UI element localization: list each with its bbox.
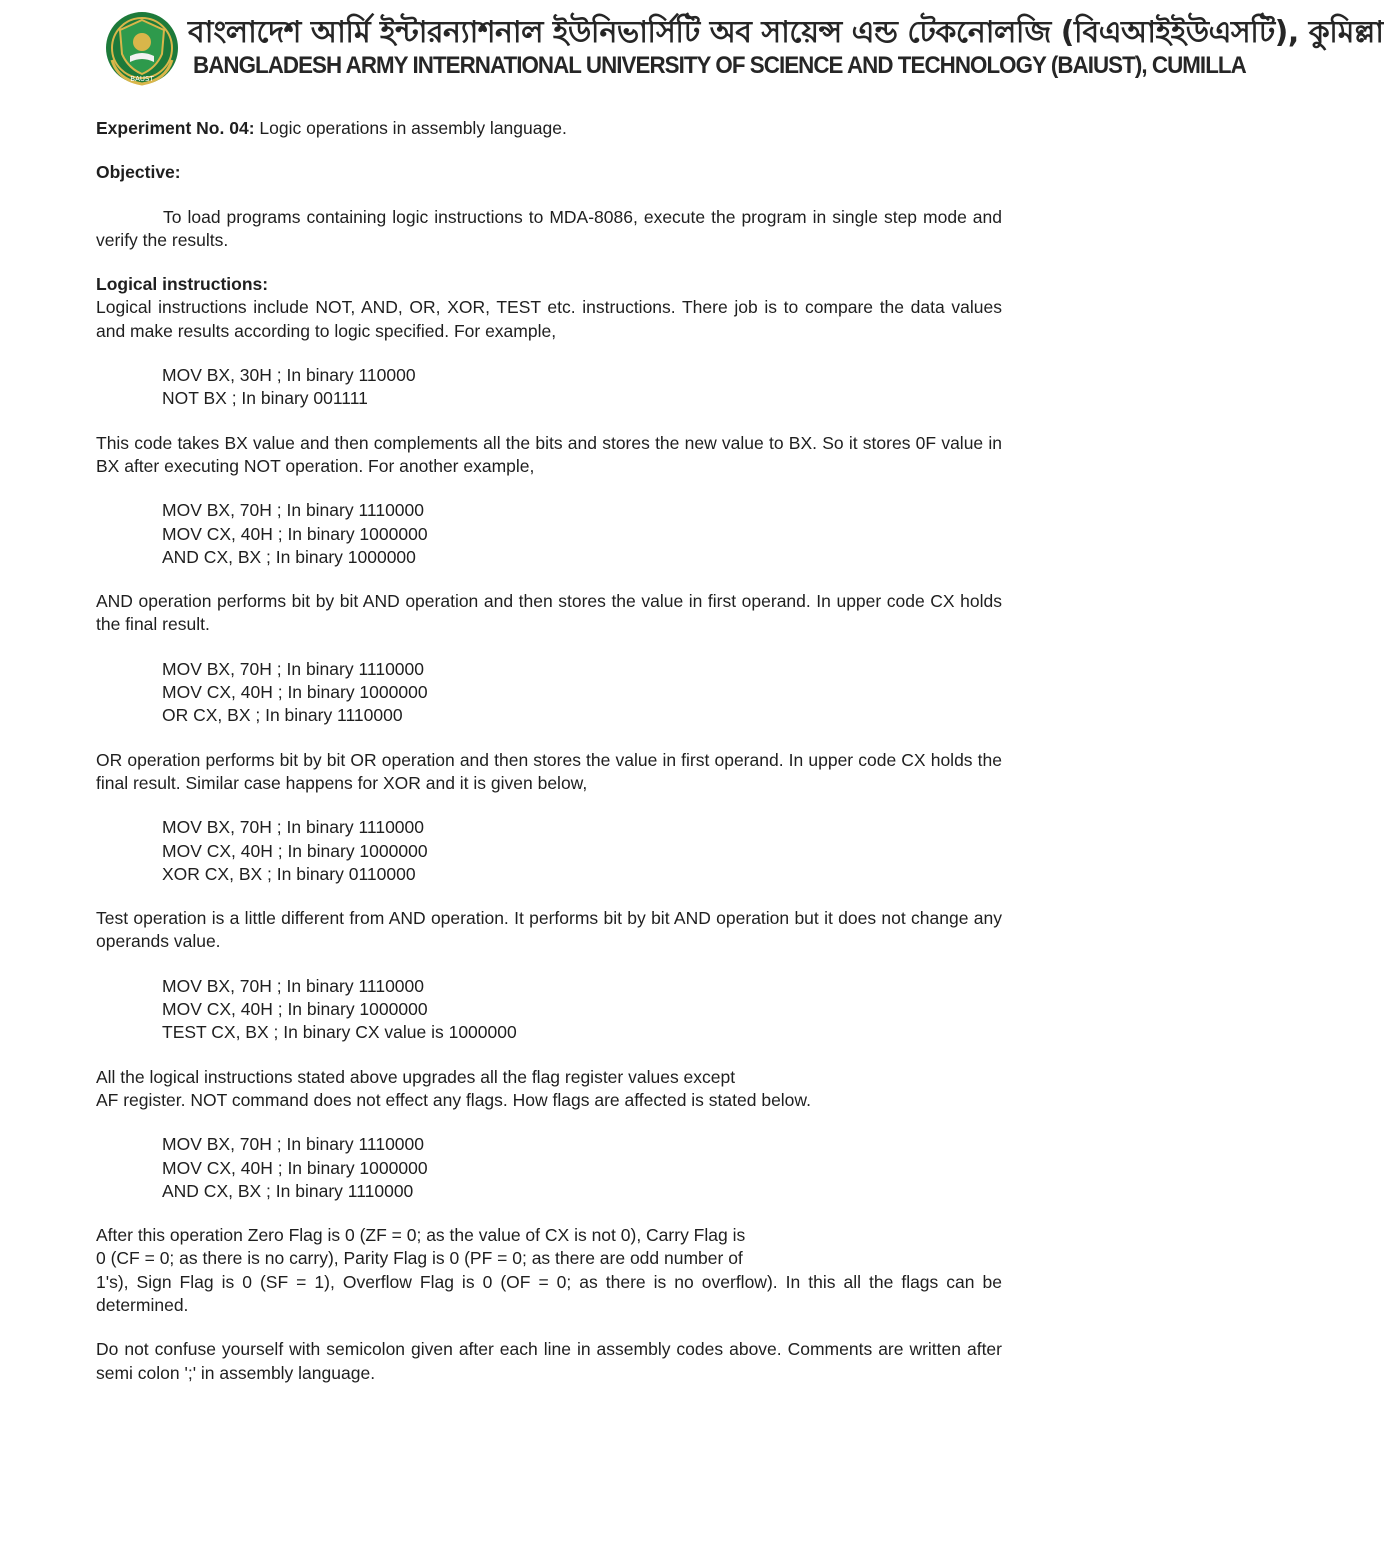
code-line: MOV CX, 40H ; In binary 1000000 bbox=[162, 840, 428, 861]
paragraph: Do not confuse yourself with semicolon given after each line in assembly codes above. Comments are written after semi colon ';' in assembly language. bbox=[96, 1339, 1002, 1383]
university-logo bbox=[104, 10, 180, 86]
university-header bbox=[100, 4, 1384, 90]
code-line: MOV BX, 70H ; In binary 1110000 bbox=[162, 1134, 424, 1155]
code-line: XOR CX, BX ; In binary 0110000 bbox=[162, 863, 416, 884]
code-line: MOV CX, 40H ; In binary 1000000 bbox=[162, 999, 428, 1020]
university-name-bangla: বাংলাদেশ আর্মি ইন্টারন্যাশনাল ইউনিভার্সিটি অব সায়েন্স এন্ড টেকনোলজি (বিএআইইউএসটি), কুমিল্লা bbox=[188, 15, 1384, 50]
code-line: MOV BX, 30H ; In binary 110000 bbox=[162, 365, 416, 386]
code-line: TEST CX, BX ; In binary CX value is 1000000 bbox=[162, 1022, 517, 1043]
paragraph: Test operation is a little different from AND operation. It performs bit by bit AND operation but it does not change any operands value. bbox=[96, 908, 1002, 952]
paragraph-line: 0 (CF = 0; as there is no carry), Parity Flag is 0 (PF = 0; as there are odd number of bbox=[96, 1248, 743, 1269]
experiment-title bbox=[96, 117, 1002, 140]
logo-text: BAUST bbox=[130, 75, 154, 83]
code-line: NOT BX ; In binary 001111 bbox=[162, 388, 368, 409]
objective-heading: Objective: bbox=[96, 162, 181, 183]
code-line: MOV BX, 70H ; In binary 1110000 bbox=[162, 500, 424, 521]
code-line: MOV BX, 70H ; In binary 1110000 bbox=[162, 975, 424, 996]
code-line: OR CX, BX ; In binary 1110000 bbox=[162, 705, 403, 726]
paragraph-line: AF register. NOT command does not effect any flags. How flags are affected is stated below. bbox=[96, 1089, 811, 1110]
paragraph: This code takes BX value and then complements all the bits and stores the new value to BX. So it stores 0F value in BX after executing NOT operation. For another example, bbox=[96, 432, 1002, 476]
code-line: MOV CX, 40H ; In binary 1000000 bbox=[162, 523, 428, 544]
document-body bbox=[96, 117, 1002, 1385]
experiment-label: Experiment No. 04: bbox=[96, 118, 255, 138]
paragraph: AND operation performs bit by bit AND operation and then stores the value in first operand. In upper code CX holds the final result. bbox=[96, 591, 1002, 635]
code-line: MOV BX, 70H ; In binary 1110000 bbox=[162, 817, 424, 838]
logical-heading: Logical instructions: bbox=[96, 274, 269, 295]
paragraph: 1's), Sign Flag is 0 (SF = 1), Overflow Flag is 0 (OF = 0; as there is no overflow). In this all the flags can be determined. bbox=[96, 1271, 1002, 1315]
paragraph-line: After this operation Zero Flag is 0 (ZF = 0; as the value of CX is not 0), Carry Flag is bbox=[96, 1225, 746, 1246]
experiment-name: Logic operations in assembly language. bbox=[254, 118, 567, 138]
code-line: AND CX, BX ; In binary 1110000 bbox=[162, 1180, 414, 1201]
logical-intro: Logical instructions include NOT, AND, OR, XOR, TEST etc. instructions. There job is to compare the data values and make results according to logic specified. For example, bbox=[96, 297, 1002, 341]
paragraph: OR operation performs bit by bit OR operation and then stores the value in first operand. In upper code CX holds the final result. Similar case happens for XOR and it is given below, bbox=[96, 749, 1002, 793]
code-line: AND CX, BX ; In binary 1000000 bbox=[162, 546, 416, 567]
paragraph-line: All the logical instructions stated above upgrades all the flag register values except bbox=[96, 1066, 736, 1087]
code-line: MOV BX, 70H ; In binary 1110000 bbox=[162, 658, 424, 679]
objective-text: To load programs containing logic instructions to MDA-8086, execute the program in single step mode and verify the results. bbox=[96, 206, 1002, 250]
code-line: MOV CX, 40H ; In binary 1000000 bbox=[162, 1157, 428, 1178]
university-name-english: BANGLADESH ARMY INTERNATIONAL UNIVERSITY OF SCIENCE AND TECHNOLOGY (BAIUST), CUMILLA bbox=[193, 52, 1246, 79]
code-line: MOV CX, 40H ; In binary 1000000 bbox=[162, 682, 428, 703]
